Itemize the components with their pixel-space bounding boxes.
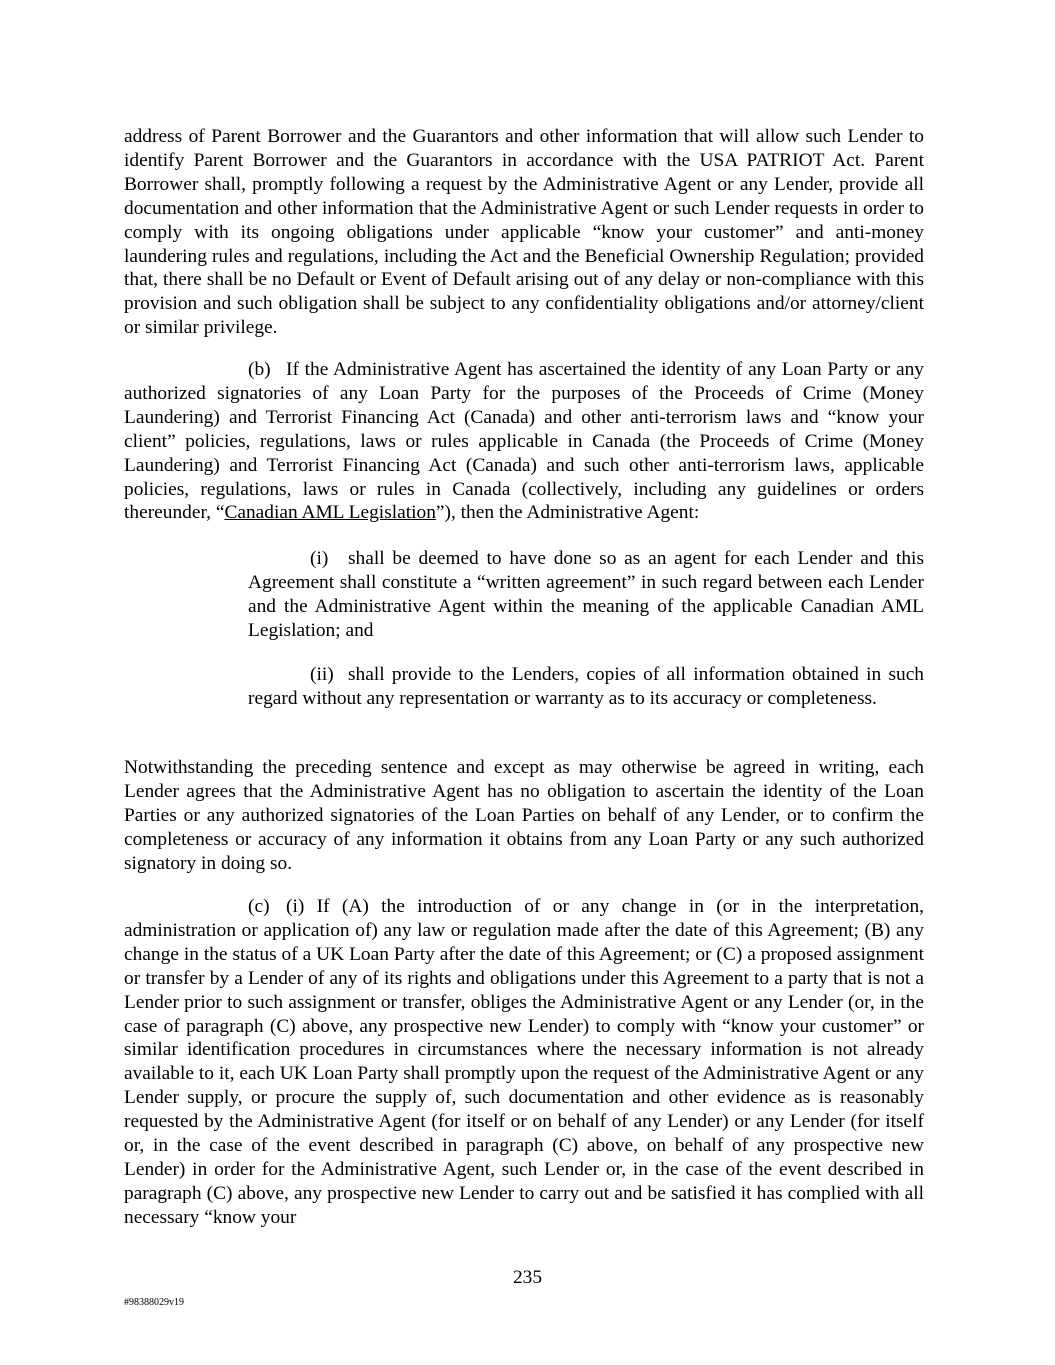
defined-term-canadian-aml-legislation: Canadian AML Legislation — [224, 502, 436, 524]
paragraph-c — [124, 895, 924, 1230]
page-number: 235 — [512, 1267, 543, 1288]
paragraph-b — [124, 358, 924, 525]
paragraph-marker: (b) — [248, 359, 271, 380]
subparagraph-i — [248, 547, 924, 643]
paragraph-text: (i) If (A) the introduction of or any change in (or in the interpretation, administration or application of) any law or regulation made after the date of this Agreement; (B) any change in the status of a UK Loan Party after the date of this Agreement; or (C) a proposed assignment or transfer by a Lender of any of its rights and obligations under this Agreement to a party that is not a Lender prior to such assignment or transfer, obliges the Administrative Agent or any Lender (or, in the case of paragraph (C) above, any prospective new Lender) to comply with “know your customer” or similar identification procedures in circumstances where the necessary information is not already available to it, each UK Loan Party shall promptly upon the request of the Administrative Agent or any Lender supply, or procure the supply of, such documentation and other evidence as is reasonably requested by the Administrative Agent (for itself or on behalf of any Lender) or any Lender (for itself or, in the case of the event described in paragraph (C) above, on behalf of any prospective new Lender) in order for the Administrative Agent, such Lender or, in the case of the event described in paragraph (C) above, any prospective new Lender to carry out and be satisfied it has complied with all necessary “know your — [124, 896, 924, 1228]
subparagraph-text: shall be deemed to have done so as an agent for each Lender and this Agreement shall constitute a “written agreement” in such regard between each Lender and the Administrative Agent within the meaning of the applicable Canadian AML Legislation; and — [248, 548, 924, 641]
paragraph-marker: (c) — [248, 896, 270, 917]
subparagraph-text: shall provide to the Lenders, copies of all information obtained in such regard without any representation or warranty as to its accuracy or completeness. — [248, 664, 924, 709]
document-id: #98388029v19 — [124, 1297, 184, 1308]
paragraph-patriot-act: address of Parent Borrower and the Guarantors and other information that will allow such Lender to identify Parent Borrower and the Guarantors in accordance with the USA PATRIOT Act. Parent Borrower shall, promptly following a request by the Administrative Agent or any Lender, provide all documentation and other information that the Administrative Agent or such Lender requests in order to comply with its ongoing obligations under applicable “know your customer” and anti-money laundering rules and regulations, including the Act and the Beneficial Ownership Regulation; provided that, there shall be no Default or Event of Default arising out of any delay or non-compliance with this provision and such obligation shall be subject to any confidentiality obligations and/or attorney/client or similar privilege. — [124, 126, 924, 339]
paragraph-text: If the Administrative Agent has ascertained the identity of any Loan Party or any authorized signatories of any Loan Party for the purposes of the Proceeds of Crime (Money Laundering) and Terrorist Financing Act (Canada) and other anti-terrorism laws and “know your client” policies, regulations, laws or rules applicable in Canada (the Proceeds of Crime (Money Laundering) and Terrorist Financing Act (Canada) and such other anti-terrorism laws, applicable policies, regulations, laws or rules in Canada (collectively, including any guidelines or orders thereunder, “ — [124, 359, 924, 524]
subparagraph-ii — [248, 663, 924, 711]
paragraph-text-end: ”), then the Administrative Agent: — [435, 502, 700, 524]
subparagraph-marker: (ii) — [310, 664, 334, 685]
subparagraph-marker: (i) — [310, 548, 329, 569]
paragraph-notwithstanding: Notwithstanding the preceding sentence and except as may otherwise be agreed in writing, each Lender agrees that the Administrative Agent has no obligation to ascertain the identity of the Loan Parties or any authorized signatories of the Loan Parties on behalf of any Lender, or to confirm the completeness or accuracy of any information it obtains from any Loan Party or any such authorized signatory in doing so. — [124, 757, 924, 874]
